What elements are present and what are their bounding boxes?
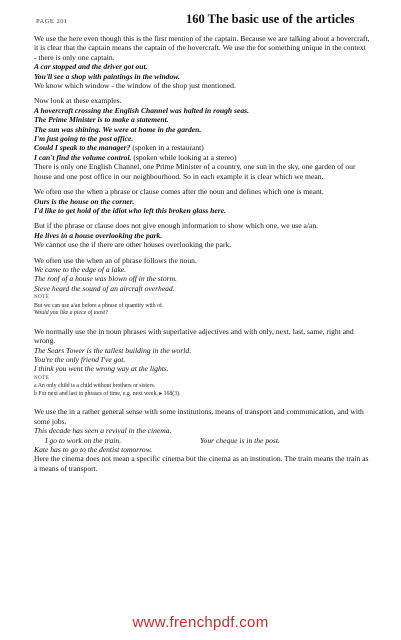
note-example: Would you like a piece of toast? (34, 310, 108, 317)
paragraph: We normally use the in noun phrases with superlative adjectives and with only, next, last, same, right and wrong. (34, 326, 354, 346)
note-text: b For next and last in phrases of time, e.g. next week, ▸ 168(3). (34, 390, 181, 397)
paragraph: Now look at these examples. (34, 96, 122, 106)
paragraph: There is only one English Channel, one Prime Minister of a country, one sun in the sky, one garden of our house and one post office in our neighbourhood. So in each example it is clear which we mean. (34, 162, 356, 181)
paragraph: But if the phrase or clause does not give enough information to show which one, we use a/an. (34, 221, 319, 231)
example-line: We came to the edge of a lake. (34, 264, 127, 274)
example-line: He lives in a house overlooking the park. (34, 230, 163, 240)
example-line: The Prime Minister is to make a statement. (34, 115, 169, 125)
example-context: (spoken in a restaurant) (132, 143, 204, 153)
example-line: A car stopped and the driver got out. (34, 62, 148, 72)
example-line: This decade has seen a revival in the cinema. (34, 426, 172, 436)
paragraph: We cannot use the if there are other houses overlooking the park. (34, 240, 232, 250)
example-line: The Sears Tower is the tallest building in the world. (34, 345, 192, 355)
note-label: NOTE (34, 295, 50, 301)
example-line: You're the only friend I've got. (34, 354, 126, 364)
example-pair (45, 436, 370, 445)
example-line: The sun was shining. We were at home in the garden. (34, 124, 202, 134)
paragraph: We often use the when a phrase or clause comes after the noun and defines which one is meant. (34, 187, 324, 197)
watermark: www.frenchpdf.com (132, 614, 269, 631)
example-line: Your cheque is in the post. (200, 435, 280, 445)
paragraph: We use the in a rather general sense with some institutions, means of transport and communication, and with some jobs. (34, 407, 364, 426)
example-line: I think you went the wrong way at the lights. (34, 364, 169, 374)
example-line: The roof of a house was blown off in the storm. (34, 274, 177, 284)
example-line (34, 143, 370, 152)
spacer (34, 398, 370, 407)
example-line: Kate has to go to the dentist tomorrow. (34, 445, 153, 454)
example-line: Ours is the house on the corner. (34, 196, 135, 206)
note-text: But we can use a/an before a phrase of quantity with of. (34, 302, 164, 309)
paragraph: Here the cinema does not mean a specific cinema but the cinema as an institution. The train means the train as a means of transport. (34, 454, 369, 473)
example-line: I go to work on the train. (45, 435, 122, 445)
note-label: NOTE (34, 375, 50, 381)
example-line: I'm just going to the post office. (34, 134, 134, 144)
paragraph: We use the here even though this is the first mention of the captain. Because we are talking about a hovercraft, it is clear that the captain means the captain of the hovercraft. We use the for something unique in the context - there is only one captain. (34, 34, 370, 62)
section-title: 160 The basic use of the articles (186, 12, 355, 26)
page-label: PAGE 201 (36, 18, 68, 25)
example-line: A hovercraft crossing the English Channel was halted in rough seas. (34, 105, 249, 115)
example-line (34, 153, 370, 162)
paragraph: We often use the when an of phrase follows the noun. (34, 255, 197, 265)
page-body (34, 34, 370, 473)
paragraph: We know which window - the window of the shop just mentioned. (34, 81, 236, 91)
example-text: I can't find the volume control. (34, 152, 132, 162)
example-line: You'll see a shop with paintings in the window. (34, 71, 180, 81)
spacer (34, 318, 370, 327)
example-text: Could I speak to the manager? (34, 143, 131, 153)
note-text: a An only child is a child without brothers or sisters. (34, 383, 156, 390)
example-line: I'd like to get hold of the idiot who left this broken glass here. (34, 205, 226, 215)
example-context: (spoken while looking at a stereo) (133, 152, 237, 162)
example-line: Steve heard the sound of an aircraft overhead. (34, 283, 175, 293)
